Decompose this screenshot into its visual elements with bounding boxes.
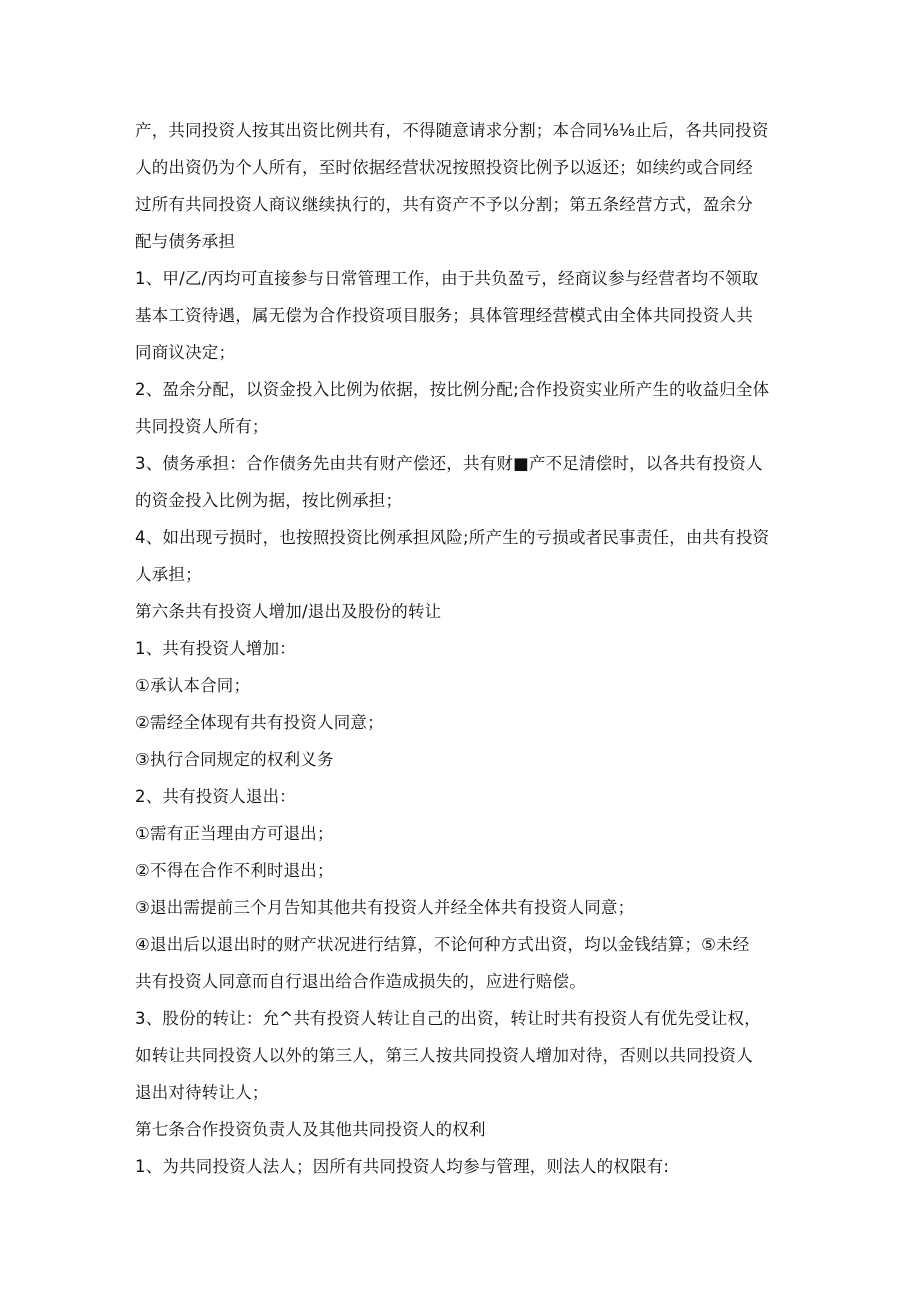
text-line: 同商议决定；	[135, 343, 236, 362]
list-item: ②需经全体现有共有投资人同意；	[135, 713, 384, 732]
text-line: 共同投资人所有；	[135, 417, 269, 436]
text-line: 人的出资仍为个人所有，至时依据经营状况按照投资比例予以返还；如续约或合同经	[135, 158, 753, 177]
text-line: 的资金投入比例为据，按比例承担；	[135, 491, 403, 510]
document-body	[135, 112, 790, 1185]
text-line: 1、共有投资人增加：	[135, 639, 296, 658]
text-line: 4、如出现亏损时，也按照投资比例承担风险;所产生的亏损或者民事责任，由共有投资	[135, 528, 770, 547]
list-item: ④退出后以退出时的财产状况进行结算，不论何种方式出资，均以金钱结算；⑤未经	[135, 935, 750, 954]
text-line: 1、为共同投资人法人；因所有共同投资人均参与管理，则法人的权限有:	[135, 1157, 670, 1176]
text-line: 3、债务承担：合作债务先由共有财产偿还，共有财■产不足清偿时，以各共有投资人	[135, 454, 763, 473]
list-item: ①承认本合同；	[135, 676, 251, 695]
text-line: 3、股份的转让：允^共有投资人转让自己的出资，转让时共有投资人有优先受让权，	[135, 1009, 761, 1028]
list-item: ②不得在合作不利时退出；	[135, 861, 334, 880]
text-line: 过所有共同投资人商议继续执行的，共有资产不予以分割；第五条经营方式，盈余分	[135, 195, 753, 214]
list-item: ③执行合同规定的权利义务	[135, 750, 334, 769]
text-line: 2、共有投资人退出：	[135, 787, 296, 806]
list-item: ①需有正当理由方可退出；	[135, 824, 334, 843]
text-line: 人承担；	[135, 565, 202, 584]
section-heading: 第六条共有投资人增加/退出及股份的转让	[135, 602, 442, 621]
section-heading: 第七条合作投资负责人及其他共同投资人的权利	[135, 1120, 486, 1139]
text-line: 产，共同投资人按其出资比例共有，不得随意请求分割；本合同⅛⅛止后，各共同投资	[135, 121, 769, 140]
text-line: 2、盈余分配，以资金投入比例为依据，按比例分配;合作投资实业所产生的收益归全体	[135, 380, 770, 399]
text-line: 退出对待转让人；	[135, 1083, 269, 1102]
text-line: 1、甲/乙/丙均可直接参与日常管理工作，由于共负盈亏，经商议参与经营者均不领取	[135, 269, 759, 288]
text-line: 配与债务承担	[135, 232, 236, 251]
list-item: ③退出需提前三个月告知其他共有投资人并经全体共有投资人同意；	[135, 898, 635, 917]
text-line: 如转让共同投资人以外的第三人，第三人按共同投资人增加对待，否则以共同投资人	[135, 1046, 753, 1065]
text-line: 共有投资人同意而自行退出给合作造成损失的，应进行赔偿。	[135, 972, 586, 991]
text-line: 基本工资待遇，属无偿为合作投资项目服务；具体管理经营模式由全体共同投资人共	[135, 306, 753, 325]
